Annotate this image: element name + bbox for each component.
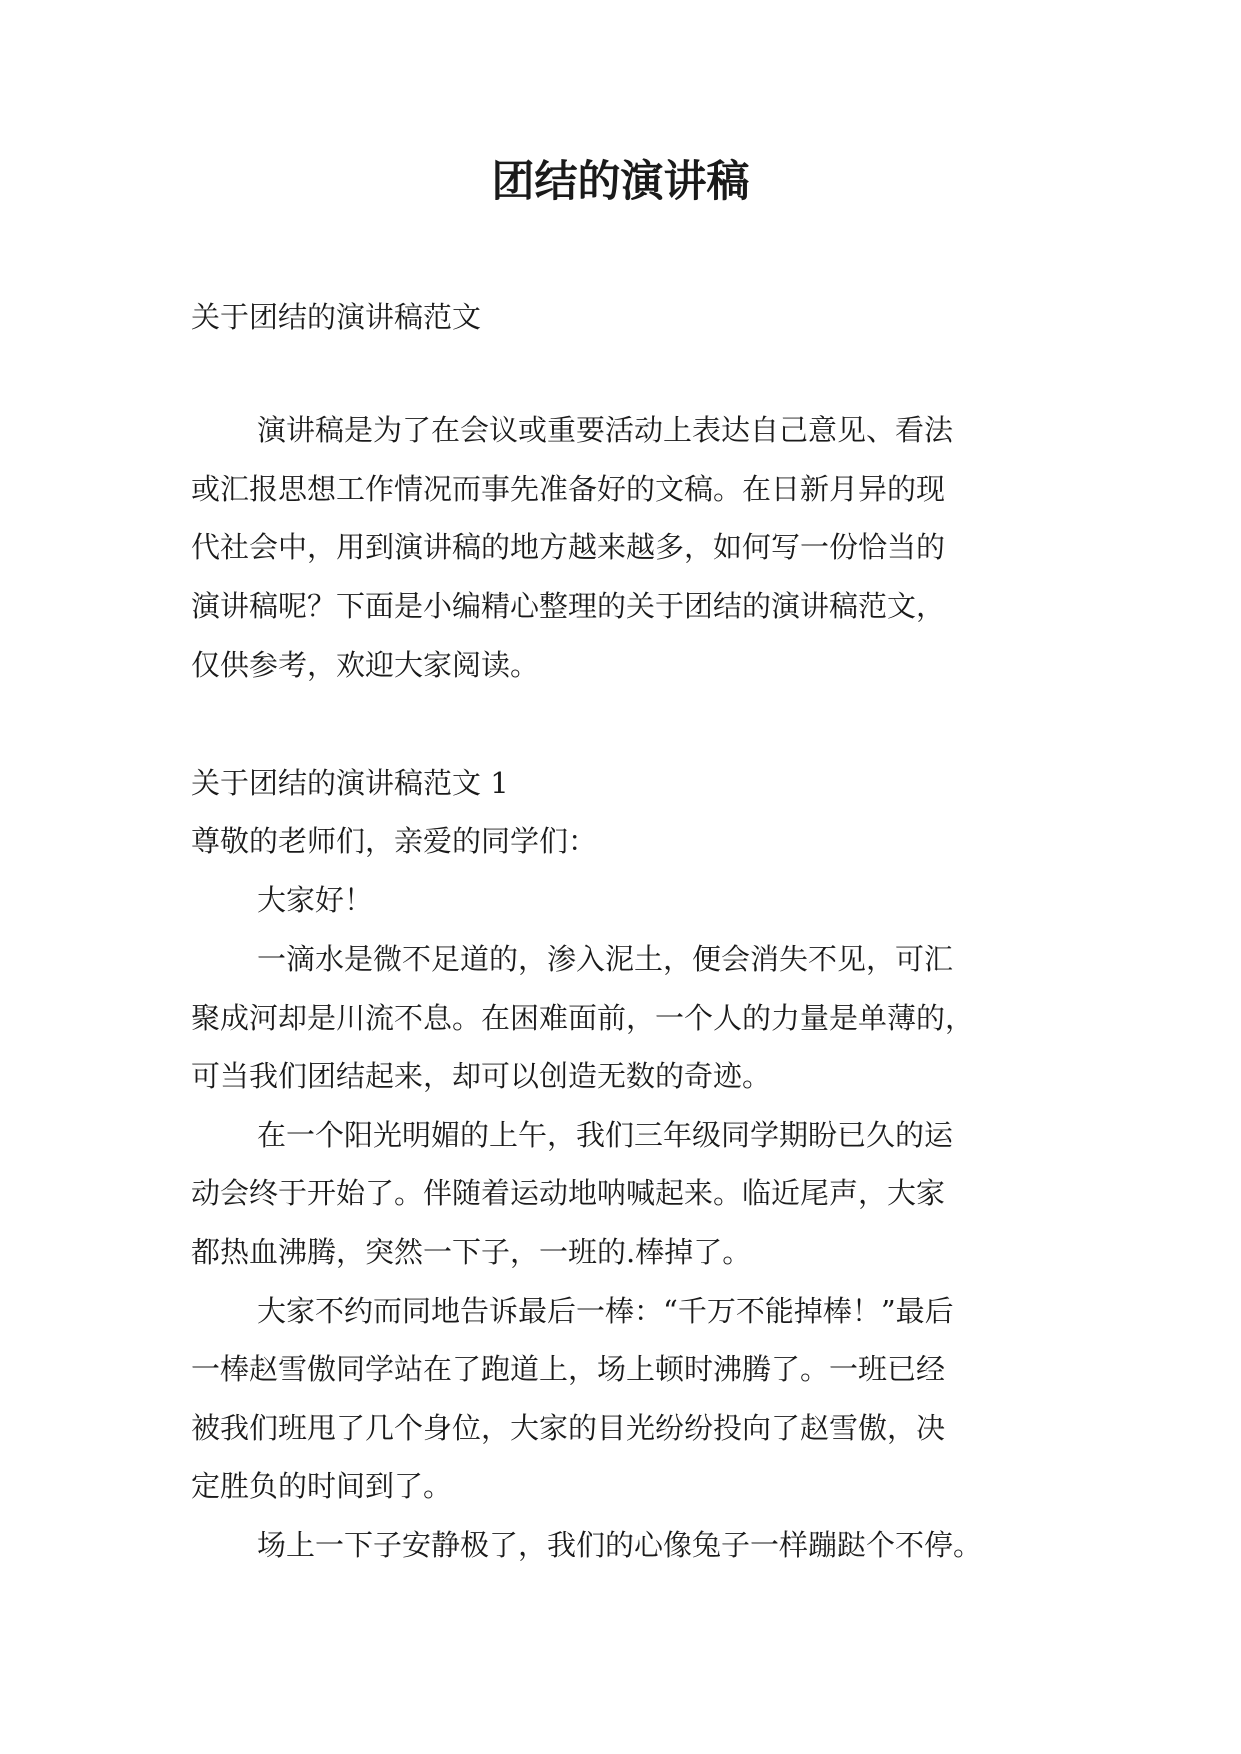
body-line: 一棒赵雪傲同学站在了跑道上，场上顿时沸腾了。一班已经	[191, 1352, 946, 1386]
salutation: 尊敬的老师们，亲爱的同学们：	[191, 824, 598, 858]
body-line: 一滴水是微不足道的，渗入泥土，便会消失不见，可汇	[257, 942, 954, 976]
intro-line: 代社会中，用到演讲稿的地方越来越多，如何写一份恰当的	[191, 530, 946, 564]
body-line: 大家不约而同地告诉最后一棒：“千万不能掉棒！”最后	[257, 1294, 954, 1328]
intro-line: 演讲稿呢？下面是小编精心整理的关于团结的演讲稿范文，	[191, 589, 946, 623]
intro-line: 或汇报思想工作情况而事先准备好的文稿。在日新月异的现	[191, 472, 946, 506]
body-line: 都热血沸腾，突然一下子，一班的.棒掉了。	[191, 1235, 752, 1269]
body-line: 大家好！	[257, 883, 374, 917]
body-line: 聚成河却是川流不息。在困难面前，一个人的力量是单薄的，	[191, 1001, 975, 1035]
document-subtitle: 关于团结的演讲稿范文	[191, 300, 482, 334]
body-line: 在一个阳光明媚的上午，我们三年级同学期盼已久的运	[257, 1118, 954, 1152]
section-heading: 关于团结的演讲稿范文 1	[191, 766, 509, 800]
document-title: 团结的演讲稿	[491, 157, 750, 207]
body-line: 可当我们团结起来，却可以创造无数的奇迹。	[191, 1059, 772, 1093]
body-line: 动会终于开始了。伴随着运动地呐喊起来。临近尾声，大家	[191, 1176, 946, 1210]
body-line: 被我们班甩了几个身位，大家的目光纷纷投向了赵雪傲，决	[191, 1411, 946, 1445]
body-line: 定胜负的时间到了。	[191, 1469, 453, 1503]
intro-line: 仅供参考，欢迎大家阅读。	[191, 648, 540, 682]
intro-line: 演讲稿是为了在会议或重要活动上表达自己意见、看法	[257, 413, 954, 447]
body-line: 场上一下子安静极了，我们的心像兔子一样蹦跶个不停。	[257, 1528, 983, 1562]
